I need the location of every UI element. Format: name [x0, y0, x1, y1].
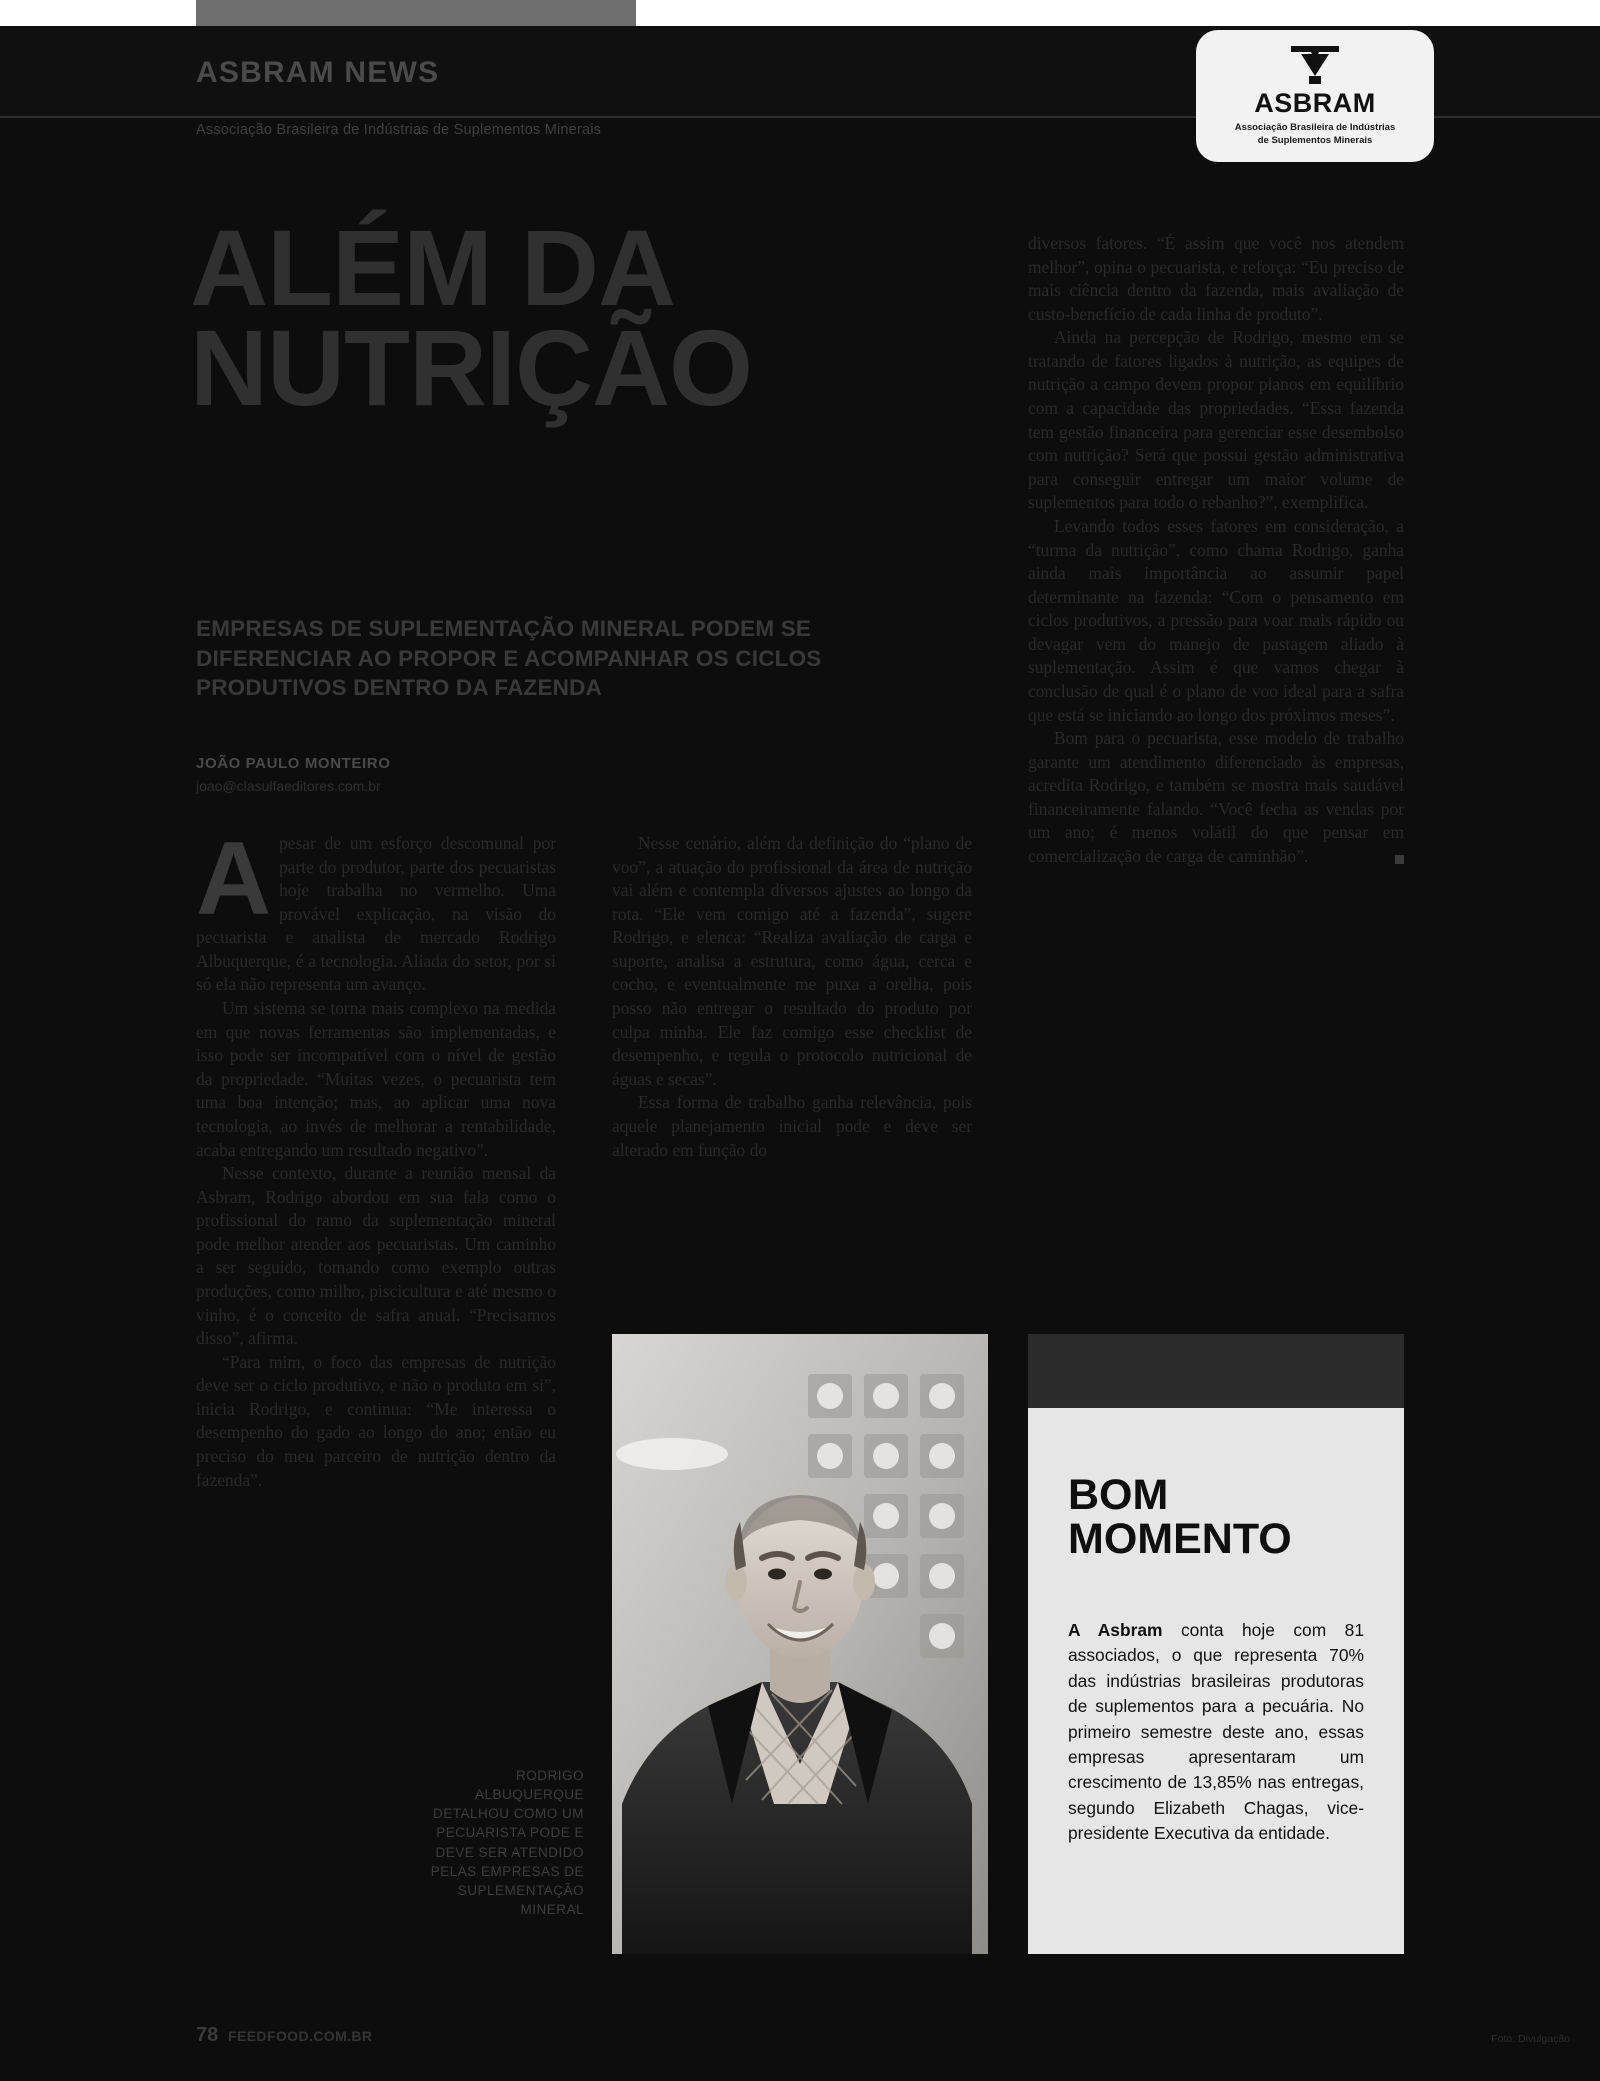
photo-illustration [612, 1334, 988, 1954]
paragraph: Um sistema se torna mais complexo na medida em que novas ferramentas são implementadas, e isso pode ser incompatível com o nível de gestão da propriedade. “Muitas vezes, o pecuarista tem uma boa intenção; mas, ao aplicar uma nova tecnologia, ao invés de melhorar a rentabilidade, acaba entregando um resultado negativo”. [196, 998, 556, 1160]
asbram-logo-badge [1196, 30, 1434, 162]
body-column-1 [196, 821, 556, 1492]
top-strip-left [0, 0, 196, 26]
paragraph: Levando todos esses fatores em consideração, a “turma da nutrição”, como chama Rodrigo, ganha ainda mais importância ao assumir papel determinante na fazenda: “Com o pensamento em ciclos produtivos, a pressão para voar mais rápido ou devagar vem do manejo de pastagem aliado à suplementação. Assim é que vamos chegar à conclusão de qual é o plano de voo ideal para a safra que está se iniciando ao longo dos próximos meses”. [1028, 515, 1404, 725]
photo-caption: RODRIGO ALBUQUERQUE DETALHOU COMO UM PECUARISTA PODE E DEVE SER ATENDIDO PELAS EMPRESAS DE SUPLEMENTAÇÃO MINERAL [430, 1768, 584, 1918]
brand-title: ASBRAM NEWS [196, 56, 440, 89]
article-photo [612, 1334, 988, 1954]
body-column-2 [612, 832, 972, 1162]
sidebar-box-lead: A Asbram [1068, 1620, 1163, 1640]
article-deck: EMPRESAS DE SUPLEMENTAÇÃO MINERAL PODEM SE DIFERENCIAR AO PROPOR E ACOMPANHAR OS CICLOS PRODUTIVOS DENTRO DA FAZENDA [196, 616, 822, 701]
asbram-logo-icon [1287, 46, 1343, 86]
paragraph: Ainda na percepção de Rodrigo, mesmo em se tratando de fatores ligados à nutrição, as equipes de nutrição a campo devem propor planos em equilíbrio com a capacidade das propriedades. “Essa fazenda tem gestão financeira para gerenciar esse desembolso com nutrição? Será que possui gestão administrativa para conseguir entregar um maior volume de suplementos para todo o rebanho?”, exemplifica. [1028, 327, 1404, 513]
end-mark-icon [1395, 855, 1404, 864]
paragraph: diversos fatores. “É assim que você nos atendem melhor”, opina o pecuarista, e reforça: “Eu preciso de mais ciência dentro da fazenda, mais avaliação de custo-benefício de cada linha de produto”. [1028, 233, 1404, 324]
paragraph: Essa forma de trabalho ganha relevância, pois aquele planejamento inicial pode e deve ser alterado em função do [612, 1092, 972, 1160]
top-strip-tab [196, 0, 636, 26]
footer-site: FEEDFOOD.COM.BR [228, 2028, 373, 2044]
sidebar-box-header [1028, 1334, 1404, 1408]
asbram-logo-line1: Associação Brasileira de Indústrias [1234, 122, 1396, 133]
sidebar-box-body [1068, 1618, 1364, 1847]
sidebar-box-title: BOM MOMENTO [1068, 1471, 1292, 1563]
article-author-email: joao@clasulfaeditores.com.br [196, 778, 381, 794]
footer-photo-credit: Foto: Divulgação [1491, 2033, 1570, 2045]
paragraph: Nesse cenário, além da definição do “plano de voo”, a atuação do profissional da área de nutrição vai além e contempla diversos ajustes ao longo da rota. “Ele vem comigo até a fazenda”, sugere Rodrigo, e elenca: “Realiza avaliação de carga e suporte, analisa a estrutura, como água, cerca e cocho, e eventualmente me puxa a orelha, pois posso não entregar o resultado do produto por culpa minha. Ele faz comigo esse checklist de desempenho, e regula o protocolo nutricional de águas e secas”. [612, 833, 972, 1089]
drop-cap: A [196, 821, 272, 937]
article-author: JOÃO PAULO MONTEIRO [196, 755, 391, 772]
brand-subtitle: Associação Brasileira de Indústrias de Suplementos Minerais [196, 122, 602, 138]
top-strip-right [636, 0, 1600, 26]
asbram-logo-line2: de Suplementos Minerais [1257, 135, 1373, 146]
paragraph: Nesse contexto, durante a reunião mensal da Asbram, Rodrigo abordou em sua fala como o profissional do ramo da suplementação mineral pode melhor atender aos pecuaristas. Um caminho a ser seguido, tomando como exemplo outras produções, como milho, piscicultura e até mesmo o vinho, é o conceito de safra anual. “Precisamos disso”, afirma. [196, 1163, 556, 1349]
sidebar-box [1028, 1334, 1404, 1954]
sidebar-box-text: conta hoje com 81 associados, o que representa 70% das indústrias brasileiras produtoras de suplementos para a pecuária. No primeiro semestre deste ano, essas empresas apresentaram um crescimento de 13,85% nas entregas, segundo Elizabeth Chagas, vice-presidente Executiva da entidade. [1068, 1620, 1364, 1844]
footer-page-number: 78 [196, 2024, 219, 2046]
paragraph: Bom para o pecuarista, esse modelo de trabalho garante um atendimento diferenciado às empresas, acredita Rodrigo, e também se mostra mais saudável financeiramente falando. “Você fecha as vendas por um ano; é menos volátil do que pensar em comercialização de carga de caminhão”. [1028, 728, 1404, 867]
paragraph: “Para mim, o foco das empresas de nutrição deve ser o ciclo produtivo, e não o produto em si”, inicia Rodrigo, e continua: “Me interessa o desempenho do gado ao longo do ano; então eu preciso do meu parceiro de nutrição dentro da fazenda”. [196, 1351, 556, 1490]
body-column-3 [1028, 232, 1404, 870]
asbram-wordmark: ASBRAM [1254, 88, 1376, 118]
paragraph: pesar de um esforço descomunal por parte do produtor, parte dos pecuaristas hoje trabalha no vermelho. Uma provável explicação, na visão do pecuarista e analista de mercado Rodrigo Albuquerque, é a tecnologia. Aliada do setor, por si só ela não representa um avanço. [196, 833, 556, 995]
article-headline: ALÉM DA NUTRIÇÃO [190, 207, 752, 429]
